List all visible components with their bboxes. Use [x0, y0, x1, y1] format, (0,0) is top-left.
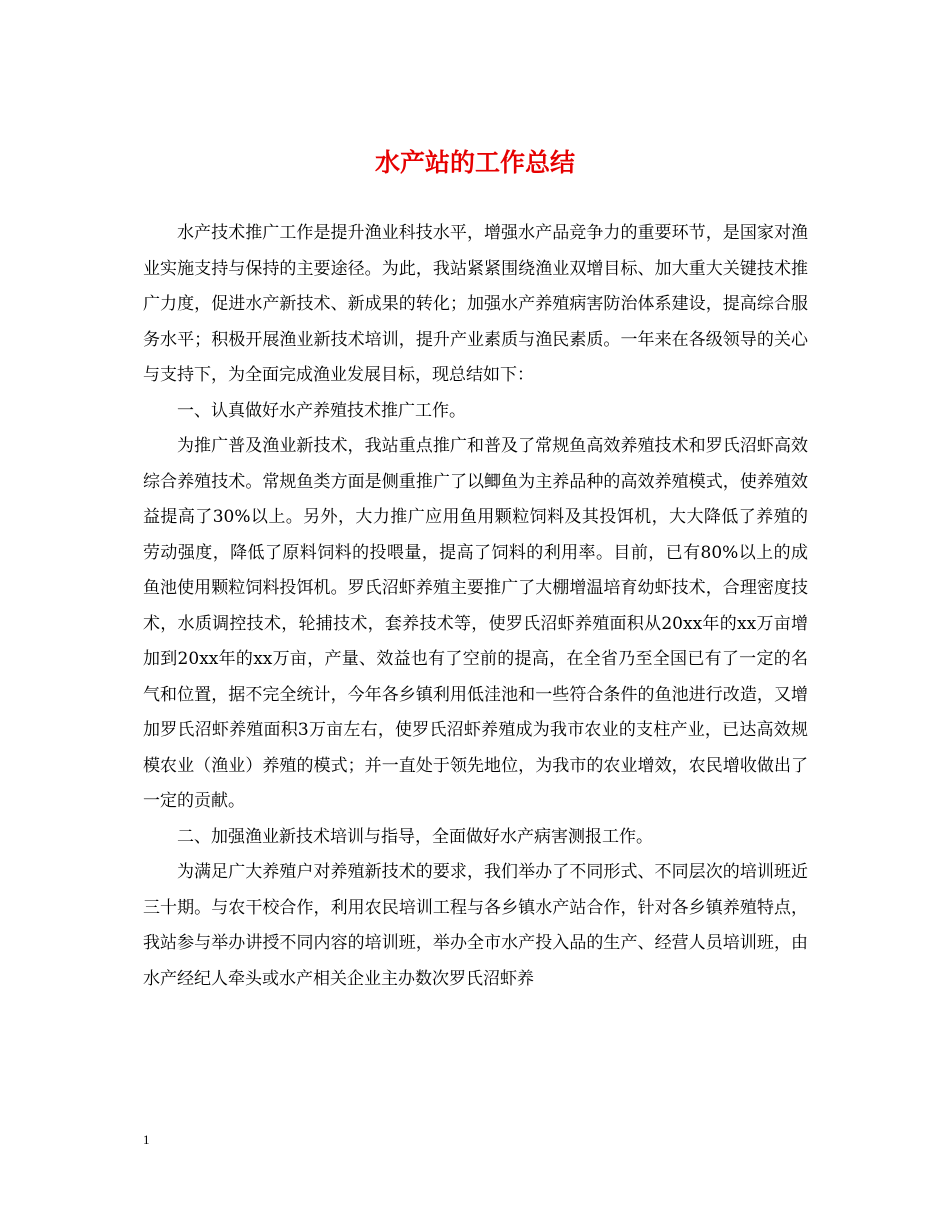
paragraph-technology-promotion: 为推广普及渔业新技术，我站重点推广和普及了常规鱼高效养殖技术和罗氏沼虾高效综合养殖技术。常规鱼类方面是侧重推广了以鲫鱼为主养品种的高效养殖模式，使养殖效益提高了30%以上。另外，大力推广应用鱼用颗粒饲料及其投饵机，大大降低了养殖的劳动强度，降低了原料饲料的投喂量，提高了饲料的利用率。目前，已有80%以上的成鱼池使用颗粒饲料投饵机。罗氏沼虾养殖主要推广了大棚增温培育幼虾技术，合理密度技术，水质调控技术，轮捕技术，套养技术等，使罗氏沼虾养殖面积从20xx年的xx万亩增加到20xx年的xx万亩，产量、效益也有了空前的提高，在全省乃至全国已有了一定的名气和位置，据不完全统计，今年各乡镇利用低洼池和一些符合条件的鱼池进行改造，又增加罗氏沼虾养殖面积3万亩左右，使罗氏沼虾养殖成为我市农业的支柱产业，已达高效规模农业（渔业）养殖的模式；并一直处于领先地位，为我市的农业增效，农民增收做出了一定的贡献。 [143, 436, 808, 811]
paragraph-training: 为满足广大养殖户对养殖新技术的要求，我们举办了不同形式、不同层次的培训班近三十期。与农干校合作，利用农民培训工程与各乡镇水产站合作，针对各乡镇养殖特点，我站参与举办讲授不同内容的培训班，举办全市水产投入品的生产、经营人员培训班，由水产经纪人牵头或水产相关企业主办数次罗氏沼虾养 [143, 862, 808, 989]
paragraph-intro: 水产技术推广工作是提升渔业科技水平，增强水产品竞争力的重要环节，是国家对渔业实施支持与保持的主要途径。为此，我站紧紧围绕渔业双增目标、加大重大关键技术推广力度，促进水产新技术、新成果的转化；加强水产养殖病害防治体系建设，提高综合服务水平；积极开展渔业新技术培训，提升产业素质与渔民素质。一年来在各级领导的关心与支持下，为全面完成渔业发展目标，现总结如下： [143, 223, 808, 385]
page-number: 1 [143, 1132, 150, 1147]
section-heading-1: 一、认真做好水产养殖技术推广工作。 [177, 400, 466, 421]
document-body [143, 216, 808, 997]
section-heading-2: 二、加强渔业新技术培训与指导，全面做好水产病害测报工作。 [177, 826, 653, 847]
document-title: 水产站的工作总结 [374, 148, 575, 177]
